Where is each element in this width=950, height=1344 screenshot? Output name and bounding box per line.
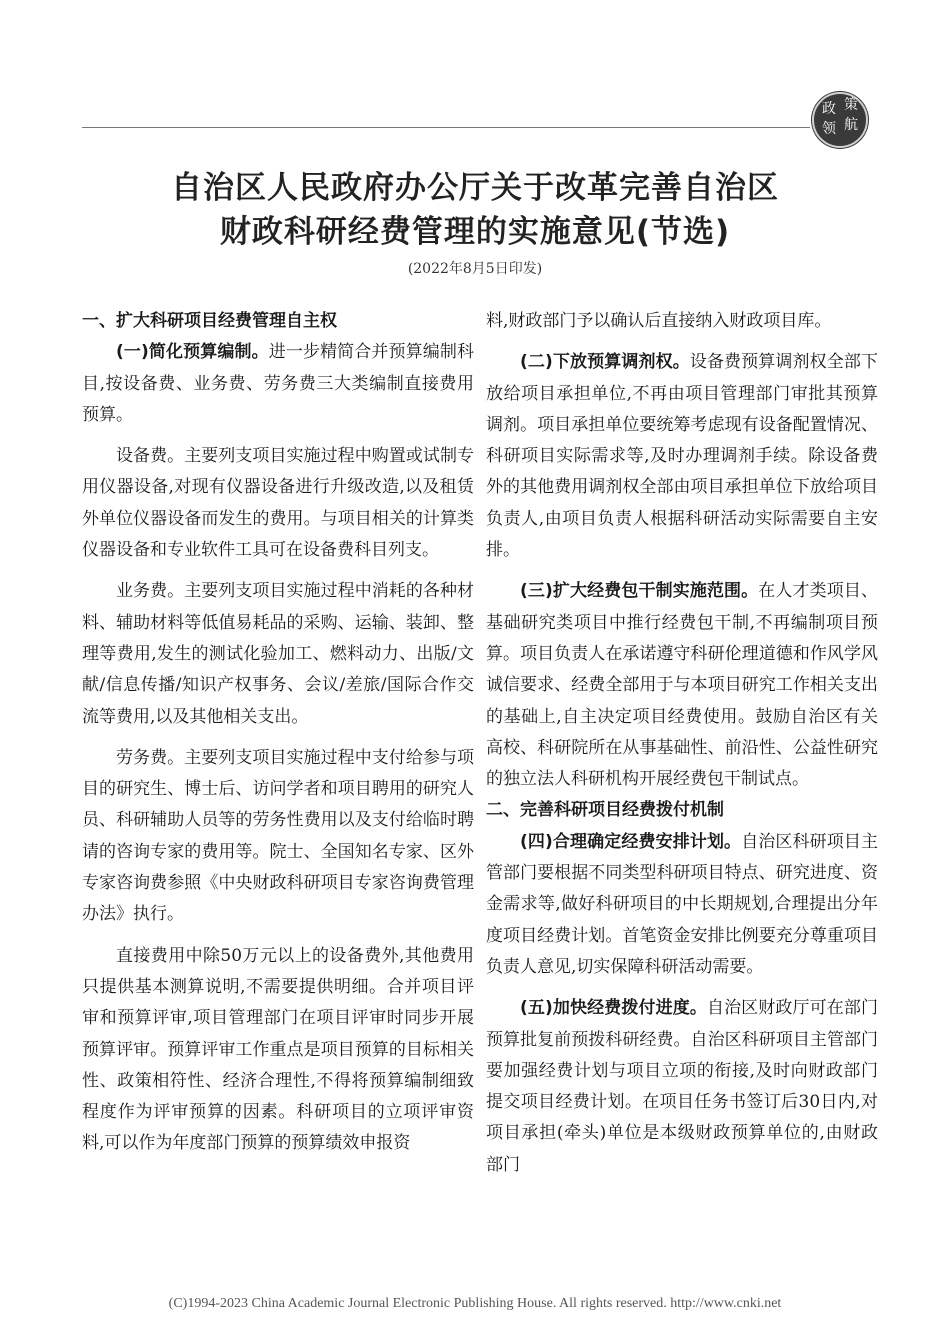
paragraph-heading: (二)下放预算调剂权。 <box>520 352 690 373</box>
paragraph <box>486 347 878 566</box>
paragraph-text: 自治区科研项目主管部门要根据不同类型科研项目特点、研究进度、资金需求等,做好科研项目的中长期规划,合理提出分年度项目经费计划。首笔资金安排比例要充分尊重项目负责人意见,切实保障科研活动需要。 <box>486 831 879 977</box>
paragraph-heading: (三)扩大经费包干制实施范围。 <box>520 581 759 602</box>
paragraph: 直接费用中除50万元以上的设备费外,其他费用只提供基本测算说明,不需要提供明细。合并项目评审和预算评审,项目管理部门在项目评审时同步开展预算评审。预算评审工作重点是项目预算的目标相关性、政策相符性、经济合理性,不得将预算编制细致程度作为评审预算的因素。科研项目的立项评审资料,可以作为年度部门预算的预算绩效申报资 <box>82 945 474 1154</box>
left-column <box>82 306 474 1160</box>
right-column <box>486 306 878 1181</box>
paragraph-heading: (四)合理确定经费安排计划。 <box>520 831 742 852</box>
paragraph-text: 设备费预算调剂权全部下放给项目承担单位,不再由项目管理部门审批其预算调剂。项目承担单位要统筹考虑现有设备配置情况、科研项目实际需求等,及时办理调剂手续。除设备费外的其他费用调剂权全部由项目承担单位下放给项目负责人,由项目负责人根据科研活动实际需要自主安排。 <box>486 352 878 561</box>
issue-date: (2022年8月5日印发) <box>407 261 543 277</box>
paragraph <box>486 827 878 983</box>
section-heading-2: 二、完善科研项目经费拨付机制 <box>486 800 724 821</box>
paragraph-text: 进一步精简合并预算编制科目,按设备费、业务费、劳务费三大类编制直接费用预算。 <box>82 342 475 425</box>
paragraph <box>486 576 878 795</box>
seal-char: 航 <box>844 117 858 133</box>
paragraph-text: 自治区财政厅可在部门预算批复前预拨科研经费。自治区科研项目主管部门要加强经费计划与项目立项的衔接,及时向财政部门提交项目经费计划。在项目任务书签订后30日内,对项目承担(牵头)单位是本级财政预算单位的,由财政部门 <box>486 998 879 1175</box>
paragraph-continued: 料,财政部门予以确认后直接纳入财政项目库。 <box>486 311 832 331</box>
paragraph-text: 在人才类项目、基础研究类项目中推行经费包干制,不再编制项目预算。项目负责人在承诺遵守科研伦理道德和作风学风诚信要求、经费全部用于与本项目研究工作相关支出的基础上,自主决定项目经费使用。鼓励自治区有关高校、科研院所在从事基础性、前沿性、公益性研究的独立法人科研机构开展经费包干制试点。 <box>486 581 878 790</box>
section-heading-1: 一、扩大科研项目经费管理自主权 <box>82 311 337 331</box>
paragraph-heading: (一)简化预算编制。 <box>116 342 269 363</box>
paragraph: 业务费。主要列支项目实施过程中消耗的各种材料、辅助材料等低值易耗品的采购、运输、装卸、整理等费用,发生的测试化验加工、燃料动力、出版/文献/信息传播/知识产权事务、会议/差旅/国际合作交流等费用,以及其他相关支出。 <box>82 581 474 727</box>
paragraph <box>82 337 474 431</box>
column-seal-icon <box>812 92 868 148</box>
page-title-line-1: 自治区人民政府办公厅关于改革完善自治区 <box>171 170 779 206</box>
paragraph: 设备费。主要列支项目实施过程中购置或试制专用仪器设备,对现有仪器设备进行升级改造,以及租赁外单位仪器设备而发生的费用。与项目相关的计算类仪器设备和专业软件工具可在设备费科目列支。 <box>82 446 474 561</box>
paragraph: 劳务费。主要列支项目实施过程中支付给参与项目的研究生、博士后、访问学者和项目聘用的研究人员、科研辅助人员等的劳务性费用以及支付给临时聘请的咨询专家的费用等。院士、全国知名专家、区外专家咨询费参照《中央财政科研项目专家咨询费管理办法》执行。 <box>82 747 474 925</box>
header-rule <box>82 127 810 128</box>
copyright-footer: (C)1994-2023 China Academic Journal Electronic Publishing House. All rights reserved. http://www.cnki.net <box>168 1296 782 1311</box>
paragraph <box>486 993 878 1181</box>
page-title-line-2: 财政科研经费管理的实施意见(节选) <box>219 214 731 250</box>
seal-char: 领 <box>822 121 836 137</box>
seal-char: 政 <box>822 101 836 117</box>
seal-char: 策 <box>844 97 858 113</box>
paragraph-heading: (五)加快经费拨付进度。 <box>520 998 707 1019</box>
